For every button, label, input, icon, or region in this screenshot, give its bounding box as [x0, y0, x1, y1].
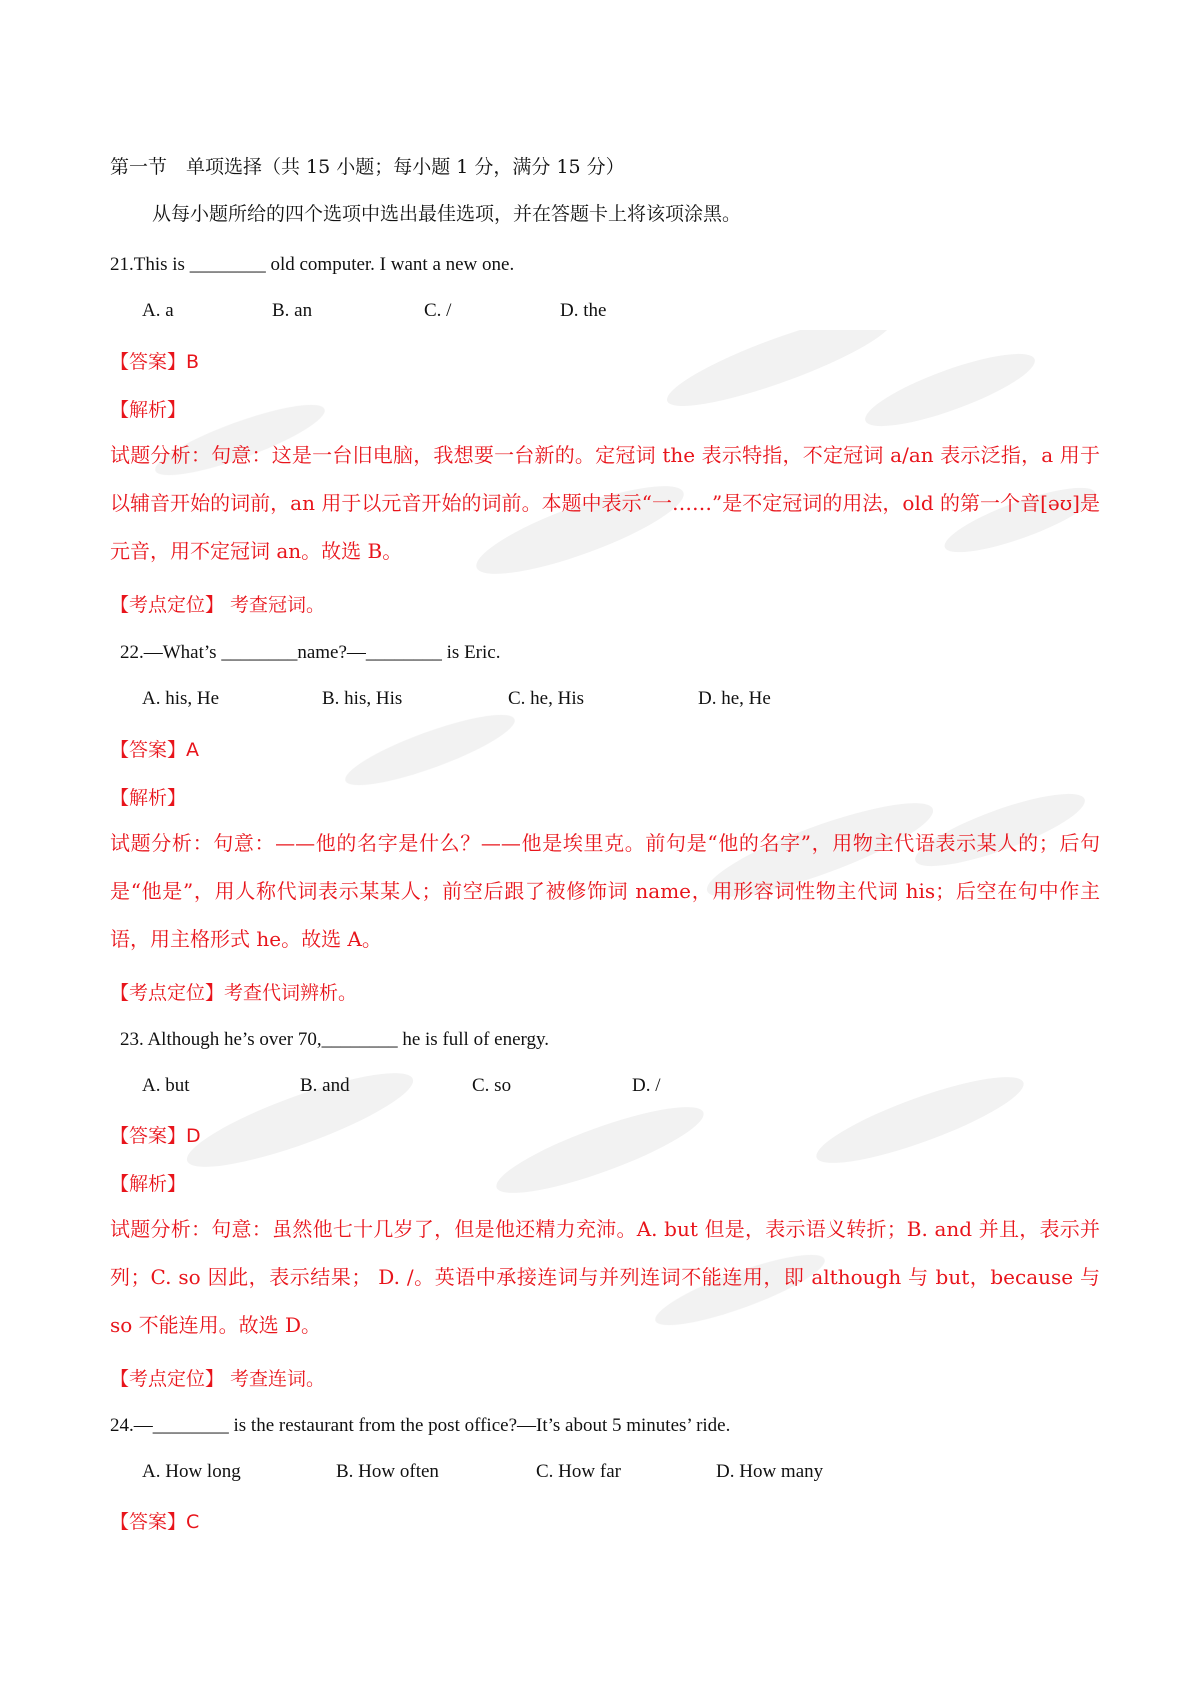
option-a: A. but — [142, 1075, 190, 1096]
option-b: B. an — [272, 300, 313, 321]
option-c: C. / — [424, 300, 452, 321]
option-a: A. How long — [142, 1461, 241, 1482]
option-b: B. his, His — [322, 688, 403, 709]
analysis-label-21: 【解析】 — [110, 399, 187, 421]
option-b: B. How often — [336, 1461, 439, 1482]
point-22: 【考点定位】考查代词辨析。 — [110, 982, 358, 1004]
option-a: A. his, He — [142, 688, 220, 709]
analysis-22: 试题分析：句意：——他的名字是什么？——他是埃里克。前句是“他的名字”，用物主代语表示某人的；后句是“他是”，用人称代词表示某某人；前空后跟了被修饰词 name，用形容词性物主代词 his；后空在句中作主语，用主格形式 he。故选 A。 — [110, 831, 1100, 951]
option-d: D. How many — [716, 1461, 824, 1482]
analysis-21: 试题分析：句意：这是一台旧电脑，我想要一台新的。定冠词 the 表示特指，不定冠词 a/an 表示泛指，a 用于以辅音开始的词前，an 用于以元音开始的词前。本题中表示“一……”是不定冠词的用法，old 的第一个音[əʊ]是元音，用不定冠词 an。故选 B。 — [110, 443, 1100, 563]
option-d: D. / — [632, 1075, 661, 1096]
option-b: B. and — [300, 1075, 350, 1096]
section-title: 第一节 单项选择（共 15 小题；每小题 1 分，满分 15 分） — [110, 156, 625, 178]
question-22-stem: 22.—What’s ________name?—________ is Eric. — [120, 642, 501, 663]
answer-21: 【答案】B — [110, 351, 200, 373]
analysis-label-22: 【解析】 — [110, 787, 187, 809]
option-c: C. so — [472, 1075, 512, 1096]
option-c: C. he, His — [508, 688, 584, 709]
option-d: D. the — [560, 300, 607, 321]
answer-22: 【答案】A — [110, 739, 199, 761]
option-d: D. he, He — [698, 688, 771, 709]
option-c: C. How far — [536, 1461, 621, 1482]
answer-23: 【答案】D — [110, 1125, 201, 1147]
point-21: 【考点定位】 考查冠词。 — [110, 594, 326, 616]
question-21-stem: 21.This is ________ old computer. I want a new one. — [110, 254, 515, 275]
option-a: A. a — [142, 300, 174, 321]
answer-24: 【答案】C — [110, 1511, 200, 1533]
analysis-label-23: 【解析】 — [110, 1173, 187, 1195]
section-instruction: 从每小题所给的四个选项中选出最佳选项，并在答题卡上将该项涂黑。 — [152, 203, 742, 225]
analysis-23: 试题分析：句意：虽然他七十几岁了，但是他还精力充沛。A. but 但是，表示语义转折；B. and 并且，表示并列；C. so 因此，表示结果； D. /。英语中承接连词与并列连词不能连用，即 although 与 but，because 与 so 不能连用。故选 D。 — [110, 1217, 1100, 1337]
point-23: 【考点定位】 考查连词。 — [110, 1368, 326, 1390]
question-23-stem: 23. Although he’s over 70,________ he is full of energy. — [120, 1029, 550, 1050]
question-24-stem: 24.—________ is the restaurant from the post office?—It’s about 5 minutes’ ride. — [110, 1415, 731, 1436]
